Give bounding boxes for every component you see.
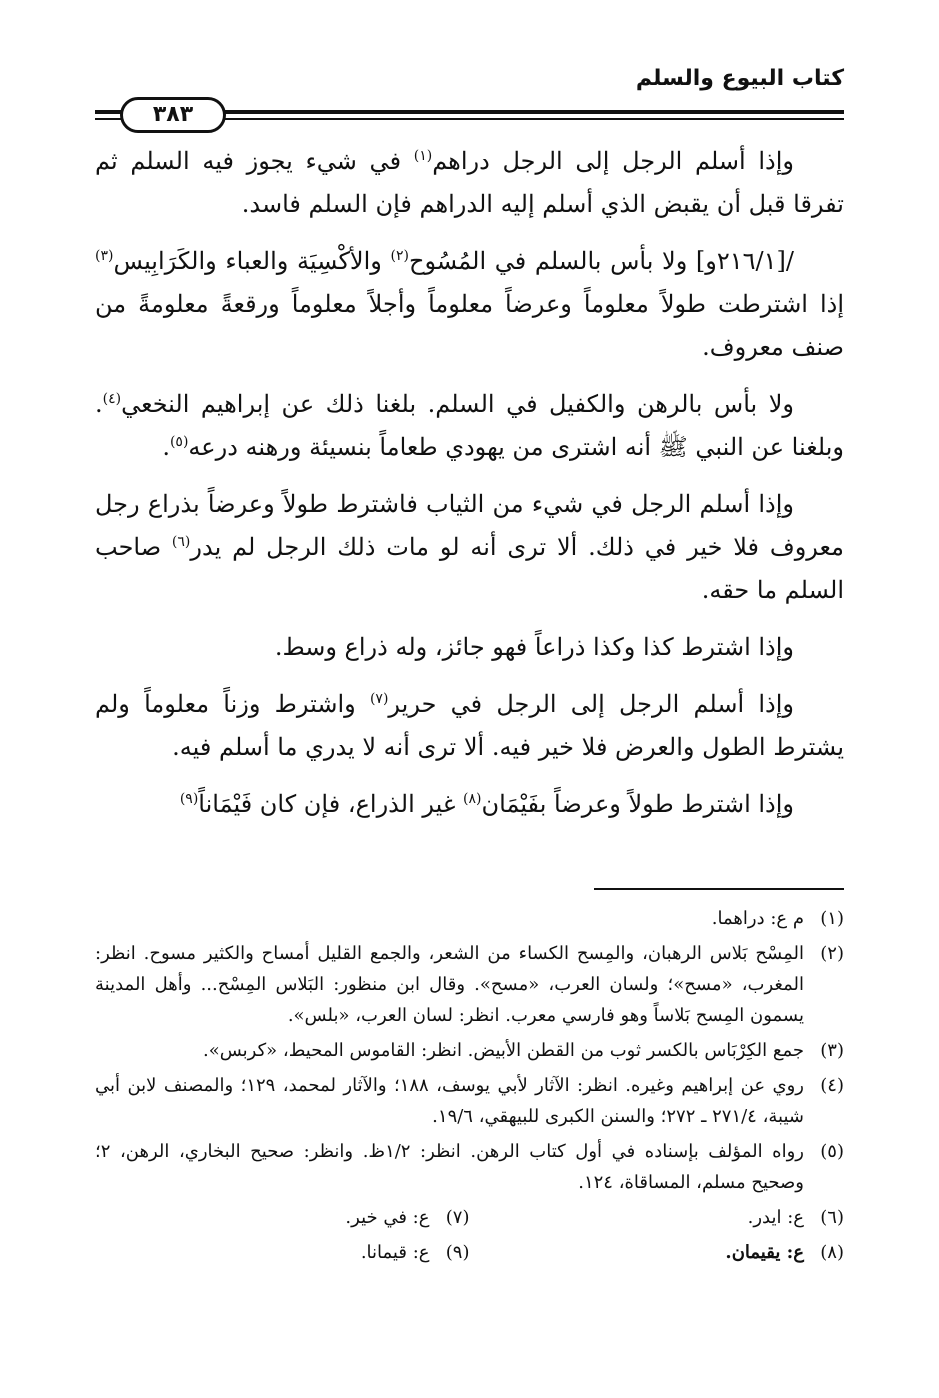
footnote-9	[95, 1237, 470, 1268]
paragraph-4	[95, 483, 844, 612]
footnote-ref[interactable]: (٧)	[369, 691, 389, 707]
page-number-badge: ٣٨٣	[120, 97, 226, 133]
text-run: واشترط وزناً معلوماً ولم يشترط الطول والعرض فلا خير فيه. ألا ترى أنه لا يدري ما أسلم فيه.	[95, 690, 844, 761]
text-run: وإذا اشترط طولاً وعرضاً بفَيْمَان	[481, 790, 794, 818]
text-run: إذا اشترطت طولاً معلوماً وعرضاً معلوماً وأجلاً معلوماً ورقعةً معلومةً من صنف معروف.	[95, 290, 844, 361]
text-run: وإذا أسلم الرجل إلى الرجل في حرير	[388, 690, 794, 718]
footnote-2	[95, 938, 844, 1031]
footnote-number: (٢)	[820, 943, 844, 964]
footnote-6	[470, 1202, 845, 1233]
footnote-ref[interactable]: (٩)	[179, 791, 199, 807]
footnote-ref[interactable]: (٦)	[171, 534, 191, 550]
paragraph-5	[95, 626, 844, 669]
footnote-number: (٤)	[820, 1075, 844, 1096]
footnote-number: (٩)	[445, 1242, 470, 1263]
paragraph-1	[95, 140, 844, 226]
footnote-8	[470, 1237, 845, 1268]
running-header-title: كتاب البيوع والسلم	[635, 66, 844, 91]
footnotes	[95, 903, 844, 1272]
text-run: .	[162, 433, 170, 461]
footnote-5	[95, 1136, 844, 1198]
text-run: صاحب السلم ما حقه.	[95, 533, 844, 604]
footnote-number: (٨)	[820, 1242, 844, 1263]
footnote-pair-8-9	[95, 1237, 844, 1268]
footnote-text: ع: يقيمان.	[725, 1242, 804, 1263]
footnote-text: المِسْح بَلاس الرهبان، والمِسح الكساء من الشعر، والجمع القليل أمساح والكثير مسوح. انظر: المغرب، «مسح»؛ ولسان العرب، «مسح». وقال ابن منظور: البَلاس المِسْح... وأهل المدينة يسمون المِسح بَلاساً وهو فارسي معرب. انظر: لسان العرب، «بلس».	[95, 943, 804, 1026]
footnote-ref[interactable]: (٨)	[463, 791, 482, 807]
paragraph-6	[95, 683, 844, 769]
footnote-ref[interactable]: (٥)	[169, 434, 189, 450]
footnote-separator	[594, 888, 844, 890]
text-run: والأكْسِيَة والعباء والكَرَابِيس	[113, 247, 391, 275]
text-run: وإذا أسلم الرجل في شيء من الثياب فاشترط طولاً وعرضاً بذراع رجل معروف فلا خير في ذلك. ألا ترى أنه لو مات ذلك الرجل لم يدر	[95, 490, 844, 561]
footnote-ref[interactable]: (٤)	[102, 391, 122, 407]
footnote-ref[interactable]: (١)	[413, 148, 433, 164]
paragraph-7	[95, 783, 844, 826]
footnote-text: روي عن إبراهيم وغيره. انظر: الآثار لأبي يوسف، ١٨٨؛ والآثار لمحمد، ١٢٩؛ والمصنف لابن أبي شيبة، ٢٧١/٤ ـ ٢٧٢؛ والسنن الكبرى للبيهقي، ١٩/٦.	[95, 1075, 804, 1127]
footnote-text: ع: في خير.	[345, 1207, 430, 1228]
text-run: غير الذراع، فإن كان فَيْمَاناً	[198, 790, 464, 818]
footnote-text: ع: قيمانا.	[360, 1242, 430, 1263]
footnote-3	[95, 1035, 844, 1066]
footnote-ref[interactable]: (٣)	[95, 248, 114, 264]
text-run: /[٢١٦/١و] ولا بأس بالسلم في المُسُوح	[408, 247, 794, 275]
footnote-number: (٦)	[820, 1207, 844, 1228]
footnote-ref[interactable]: (٢)	[390, 248, 409, 264]
footnote-number: (٥)	[820, 1141, 844, 1162]
footnote-number: (٣)	[820, 1040, 844, 1061]
text-run: وإذا اشترط كذا وكذا ذراعاً فهو جائز، وله ذراع وسط.	[274, 633, 794, 661]
footnote-4	[95, 1070, 844, 1132]
footnote-7	[95, 1202, 470, 1233]
text-run: في شيء يجوز فيه السلم ثم تفرقا قبل أن يقبض الذي أسلم إليه الدراهم فإن السلم فاسد.	[95, 147, 844, 218]
text-run: وإذا أسلم الرجل إلى الرجل دراهم	[432, 147, 794, 175]
footnote-number: (٧)	[445, 1207, 470, 1228]
footnote-text: م ع: دراهما.	[711, 908, 804, 929]
footnote-pair-6-7	[95, 1202, 844, 1233]
paragraph-2	[95, 240, 844, 369]
footnote-text: ع: ايدر.	[747, 1207, 804, 1228]
text-run: ولا بأس بالرهن والكفيل في السلم. بلغنا ذلك عن إبراهيم النخعي	[121, 390, 794, 418]
text-run: . وبلغنا عن النبي ﷺ أنه اشترى من يهودي طعاماً بنسيئة ورهنه درعه	[95, 390, 844, 461]
paragraph-3	[95, 383, 844, 469]
footnote-1	[95, 903, 844, 934]
footnote-number: (١)	[820, 908, 844, 929]
main-text	[95, 140, 844, 840]
footnote-text: جمع الكِرْبَاس بالكسر ثوب من القطن الأبيض. انظر: القاموس المحيط، «كربس».	[202, 1040, 804, 1061]
footnote-text: رواه المؤلف بإسناده في أول كتاب الرهن. انظر: ١/٢ظ. وانظر: صحيح البخاري، الرهن، ٢؛ وصحيح مسلم، المساقاة، ١٢٤.	[95, 1141, 804, 1193]
